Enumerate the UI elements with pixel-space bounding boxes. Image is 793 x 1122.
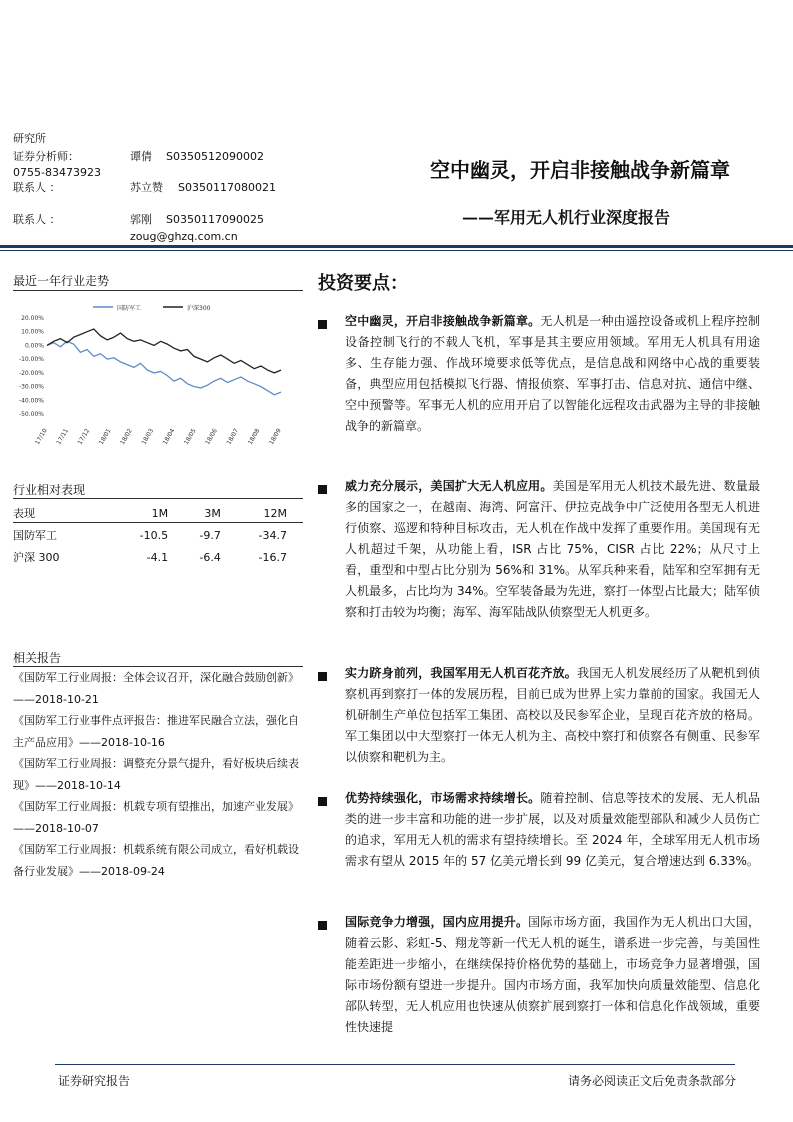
analyst-phone: 0755-83473923: [13, 166, 101, 179]
row-name: 国防军工: [13, 529, 57, 542]
x-tick-label: 18/02: [119, 427, 134, 446]
invest-point-body: 美国是军用无人机技术最先进、数量最多的国家之一，在越南、海湾、阿富汗、伊拉克战争中广泛使用各型无人机进行侦察、巡逻和特种目标攻击，无人机在作战中发挥了重要作用。美国现有无人机超过千架，从功能上看，ISR 占比 75%，CISR 占比 22%；从尺寸上看，重型和中型占比分别为 56%和 31%。从军兵种来看，陆军和空军拥有无人机最多，占比均为 34%。空军装备最为先进，察打一体型占比最大；陆军侦察和打击较为均衡；海军、海军陆战队侦察型无人机更多。: [345, 479, 760, 619]
bullet-icon: [318, 320, 327, 329]
related-report-item[interactable]: 《国防军工行业周报：调整充分景气提升，看好板块后续表现》——2018-10-14: [13, 757, 299, 792]
row-3m: -6.4: [199, 550, 221, 564]
invest-point-lead: 国际竞争力增强，国内应用提升。: [345, 915, 529, 929]
analyst-cert: S0350512090002: [166, 150, 264, 163]
bullet-icon: [318, 797, 327, 806]
contact1-cert: S0350117080021: [178, 181, 276, 194]
invest-point-lead: 威力充分展示，美国扩大无人机应用。: [345, 479, 553, 493]
performance-header-row: [13, 502, 293, 524]
related-reports-list: [13, 667, 303, 882]
row-12m: -16.7: [258, 550, 287, 564]
invest-point: [345, 663, 760, 768]
contact2-cert: S0350117090025: [166, 213, 264, 226]
trend-chart: [13, 296, 303, 446]
row-1m: -10.5: [139, 528, 169, 542]
y-tick-label: -20.00%: [18, 369, 44, 377]
performance-header-label: 表现: [13, 507, 35, 520]
related-section-title: 相关报告: [13, 651, 62, 665]
y-tick-label: -50.00%: [18, 411, 44, 418]
invest-point: [345, 311, 760, 437]
row-3m: -9.7: [199, 528, 221, 542]
footer-divider: [55, 1064, 735, 1065]
invest-point-lead: 空中幽灵，开启非接触战争新篇章。: [345, 314, 541, 328]
x-tick-label: 18/04: [161, 427, 177, 446]
y-tick-label: 10.00%: [21, 328, 44, 336]
contact2-name: 郭刚: [130, 213, 152, 226]
x-tick-label: 18/08: [246, 427, 262, 446]
x-tick-label: 18/05: [182, 427, 198, 446]
footer-left-label: 证券研究报告: [58, 1074, 131, 1088]
related-report-item[interactable]: 《国防军工行业周报：全体会议召开，深化融合鼓励创新》——2018-10-21: [13, 671, 299, 706]
footer-right-label: 请务必阅读正文后免责条款部分: [567, 1074, 736, 1088]
invest-point-lead: 优势持续强化，市场需求持续增长。: [345, 791, 541, 805]
invest-point: [345, 912, 760, 1042]
contact2-email[interactable]: zoug@ghzq.com.cn: [130, 230, 238, 243]
report-subtitle: ——军用无人机行业深度报告: [461, 208, 670, 227]
bullet-icon: [318, 485, 327, 494]
x-tick-label: 18/07: [225, 427, 241, 446]
row-12m: -34.7: [258, 528, 287, 542]
y-tick-label: -30.00%: [18, 383, 44, 391]
contact1-label: 联系人 ：: [13, 181, 61, 194]
invest-point-body: 随着控制、信息等技术的发展、无人机品类的进一步丰富和功能的进一步扩展，以及对质量效能型部队和减少人员伤亡的追求，军用无人机的需求有望持续增长。至 2024 年，全球军用无人机市场需求有望从 2015 年的 57 亿美元增长到 99 亿美元，复合增速达到 6.33%。: [345, 791, 760, 868]
performance-header-3m: 3M: [204, 506, 221, 520]
invest-point: [345, 788, 760, 872]
performance-rule: [13, 498, 303, 499]
table-row: [13, 546, 293, 568]
row-1m: -4.1: [146, 550, 169, 564]
related-report-item[interactable]: 《国防军工行业周报：机载专项有望推出，加速产业发展》——2018-10-07: [13, 800, 299, 835]
invest-point: [345, 476, 760, 623]
bullet-icon: [318, 672, 327, 681]
header-divider: [0, 245, 793, 248]
x-tick-label: 17/10: [34, 427, 49, 446]
legend-label: 沪深300: [187, 305, 211, 312]
x-tick-label: 18/03: [140, 427, 156, 446]
invest-point-lead: 实力跻身前列，我国军用无人机百花齐放。: [345, 666, 578, 680]
related-report-item[interactable]: 《国防军工行业周报：机载系统有限公司成立，看好机载设备行业发展》——2018-09-24: [13, 843, 299, 878]
x-tick-label: 18/01: [97, 427, 113, 446]
institute-label: 研究所: [13, 132, 46, 145]
performance-header-1m: 1M: [151, 506, 169, 520]
analyst-name: 谭倩: [130, 150, 152, 163]
x-tick-label: 17/12: [76, 427, 92, 446]
bullet-icon: [318, 921, 327, 930]
trend-section-title: 最近一年行业走势: [13, 274, 110, 288]
performance-header-rule: [13, 522, 303, 523]
analyst-label: 证券分析师：: [13, 150, 79, 163]
invest-point-body: 国际市场方面，我国作为无人机出口大国，随着云影、彩虹-5、翔龙等新一代无人机的诞生，谱系进一步完善，与美国性能差距进一步缩小，在继续保持价格优势的基础上，市场竞争力显著增强，国际市场份额有望进一步提升。国内市场方面，我军加快向质量效能型、信息化部队转型，无人机应用也快速从侦察扩展到察打一体和信息化作战领域，重要性快速提: [345, 915, 760, 1034]
performance-section-title: 行业相对表现: [13, 483, 86, 497]
x-tick-label: 17/11: [55, 427, 71, 446]
y-tick-label: 20.00%: [21, 315, 44, 322]
y-tick-label: -40.00%: [18, 397, 44, 405]
contact2-label: 联系人 ：: [13, 213, 61, 226]
x-tick-label: 18/09: [268, 427, 283, 446]
invest-point-body: 我国无人机发展经历了从靶机到侦察机再到察打一体的发展历程，目前已成为世界上实力靠前的国家。我国无人机研制生产单位包括军工集团、高校以及民参军企业，呈现百花齐放的格局。军工集团以中大型察打一体无人机为主、高校中察打和侦察各有侧重、民参军以侦察和靶机为主。: [345, 666, 760, 764]
invest-title: 投资要点：: [318, 273, 408, 294]
related-report-item[interactable]: 《国防军工行业事件点评报告：推进军民融合立法，强化自主产品应用》——2018-10-16: [13, 714, 299, 749]
x-tick-label: 18/06: [204, 427, 219, 446]
header-divider-thin: [0, 250, 793, 251]
performance-header-12m: 12M: [263, 506, 287, 520]
legend-label: 国防军工: [117, 305, 142, 312]
contact1-name: 苏立赞: [130, 181, 163, 194]
series-line: [47, 341, 281, 395]
y-tick-label: 0.00%: [24, 342, 44, 350]
invest-point-body: 无人机是一种由遥控设备或机上程序控制设备控制飞行的不载人飞机，军事是其主要应用领域。军用无人机具有用途多、生存能力强、作战环境要求低等优点，是信息战和网络中心战的重要装备，典型应用包括模拟飞行器、情报侦察、军事打击、信息对抗、通信中继、空中预警等。军事无人机的应用开启了以智能化远程攻击武器为主导的非接触战争的新篇章。: [345, 314, 760, 433]
row-name: 沪深 300: [13, 551, 60, 564]
performance-table: [13, 502, 293, 568]
report-title: 空中幽灵，开启非接触战争新篇章: [430, 158, 730, 182]
trend-rule: [13, 290, 303, 291]
y-tick-label: -10.00%: [18, 356, 44, 364]
table-row: [13, 524, 293, 546]
